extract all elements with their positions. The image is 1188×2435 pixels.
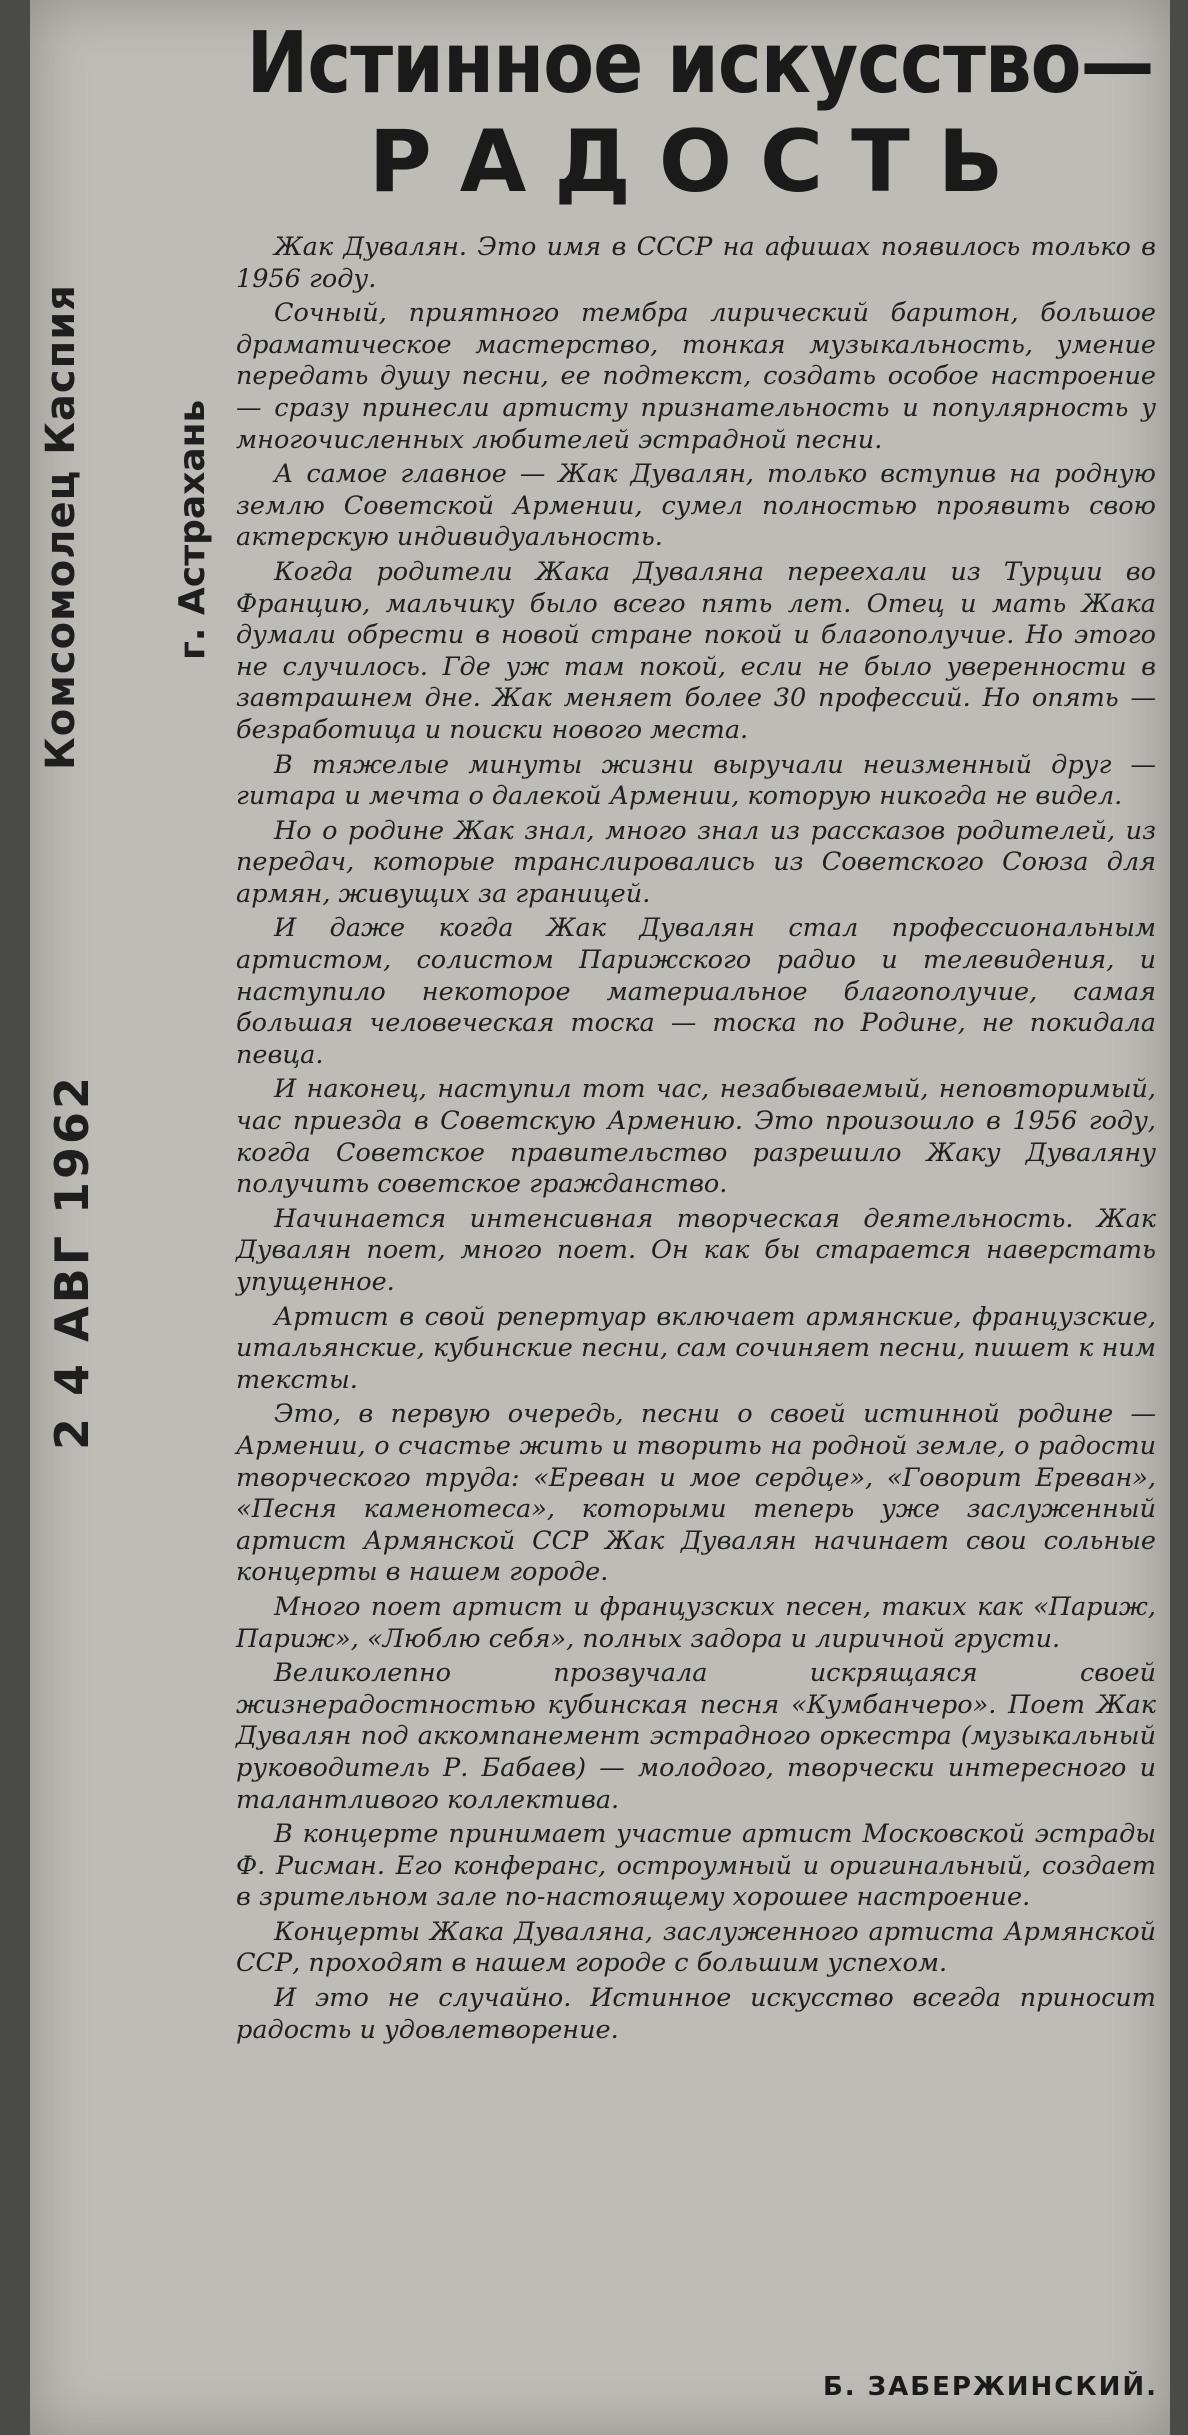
paragraph: Артист в свой репертуар включает армянские, французские, итальянские, кубинские песни, сам сочиняет песни, пишет к ним тексты. <box>236 1301 1156 1395</box>
paragraph: И наконец, наступил тот час, незабываемый, неповторимый, час приезда в Советскую Армению. Это произошло в 1956 году, когда Советское правительство разрешило Жаку Дуваляну получить советское гражданство. <box>236 1074 1156 1200</box>
date-stamp: 2 4 АВГ 1962 <box>45 1073 99 1450</box>
paragraph: Когда родители Жака Дуваляна переехали из Турции во Францию, мальчику было всего пять лет. Отец и мать Жака думали обрести в новой стране покой и благополучие. Но этого не случилось. Где уж там покой, если не было уверенности в завтрашнем дне. Жак меняет более 30 профессий. Но опять — безработица и поиски нового места. <box>236 556 1156 745</box>
paragraph: Сочный, приятного тембра лирический баритон, большое драматическое мастерство, тонкая музыкальность, умение передать душу песни, ее подтекст, создать особое настроение — сразу принесли артисту признательность и популярность у многочисленных любителей эстрадной песни. <box>236 298 1156 455</box>
paragraph: Великолепно прозвучала искрящаяся своей жизнерадостностью кубинская песня «Кумбанчеро». Поет Жак Дувалян под аккомпанемент эстрадного оркестра (музыкальный руководитель Р. Бабаев) — молодого, творчески интересного и талантливого коллектива. <box>236 1658 1156 1815</box>
headline-line-2: РАДОСТЬ <box>368 112 1032 212</box>
city-stamp: г. Астрахань <box>172 399 213 660</box>
paragraph: Много поет артист и французских песен, таких как «Париж, Париж», «Люблю себя», полных задора и лиричной грусти. <box>236 1591 1156 1654</box>
article-body <box>236 232 1156 2049</box>
paragraph: И даже когда Жак Дувалян стал профессиональным артистом, солистом Парижского радио и телевидения, и наступило некоторое материальное благополучие, самая большая человеческая тоска — тоска по Родине, не покидала певца. <box>236 913 1156 1070</box>
paragraph: В концерте принимает участие артист Московской эстрады Ф. Рисман. Его конферанс, остроумный и оригинальный, создает в зрительном зале по-настоящему хорошее настроение. <box>236 1819 1156 1913</box>
newspaper-name-stamp: Комсомолец Каспия <box>38 284 84 770</box>
headline-line-1: Истинное искусство— <box>246 13 1154 113</box>
paragraph: Это, в первую очередь, песни о своей истинной родине — Армении, о счастье жить и творить на родной земле, о радости творческого труда: «Ереван и мое сердце», «Говорит Ереван», «Песня каменотеса», которыми теперь уже заслуженный артист Армянской ССР Жак Дувалян начинает свои сольные концерты в нашем городе. <box>236 1399 1156 1588</box>
paragraph: И это не случайно. Истинное искусство всегда приносит радость и удовлетворение. <box>236 1983 1156 2045</box>
headline <box>230 13 1170 212</box>
paragraph: Начинается интенсивная творческая деятельность. Жак Дувалян поет, много поет. Он как бы старается наверстать упущенное. <box>236 1203 1156 1297</box>
paragraph: Концерты Жака Дуваляна, заслуженного артиста Армянской ССР, проходят в нашем городе с большим успехом. <box>236 1916 1156 1979</box>
paragraph: А самое главное — Жак Дувалян, только вступив на родную землю Советской Армении, сумел полностью проявить свою актерскую индивидуальность. <box>236 459 1156 553</box>
author-signature: Б. ЗАБЕРЖИНСКИЙ. <box>822 2372 1158 2402</box>
paragraph: Жак Дувалян. Это имя в СССР на афишах появилось только в 1956 году. <box>236 232 1156 294</box>
paragraph: Но о родине Жак знал, много знал из рассказов родителей, из передач, которые транслировались из Советского Союза для армян, живущих за границей. <box>236 815 1156 909</box>
paragraph: В тяжелые минуты жизни выручали неизменный друг — гитара и мечта о далекой Армении, которую никогда не видел. <box>236 749 1156 812</box>
